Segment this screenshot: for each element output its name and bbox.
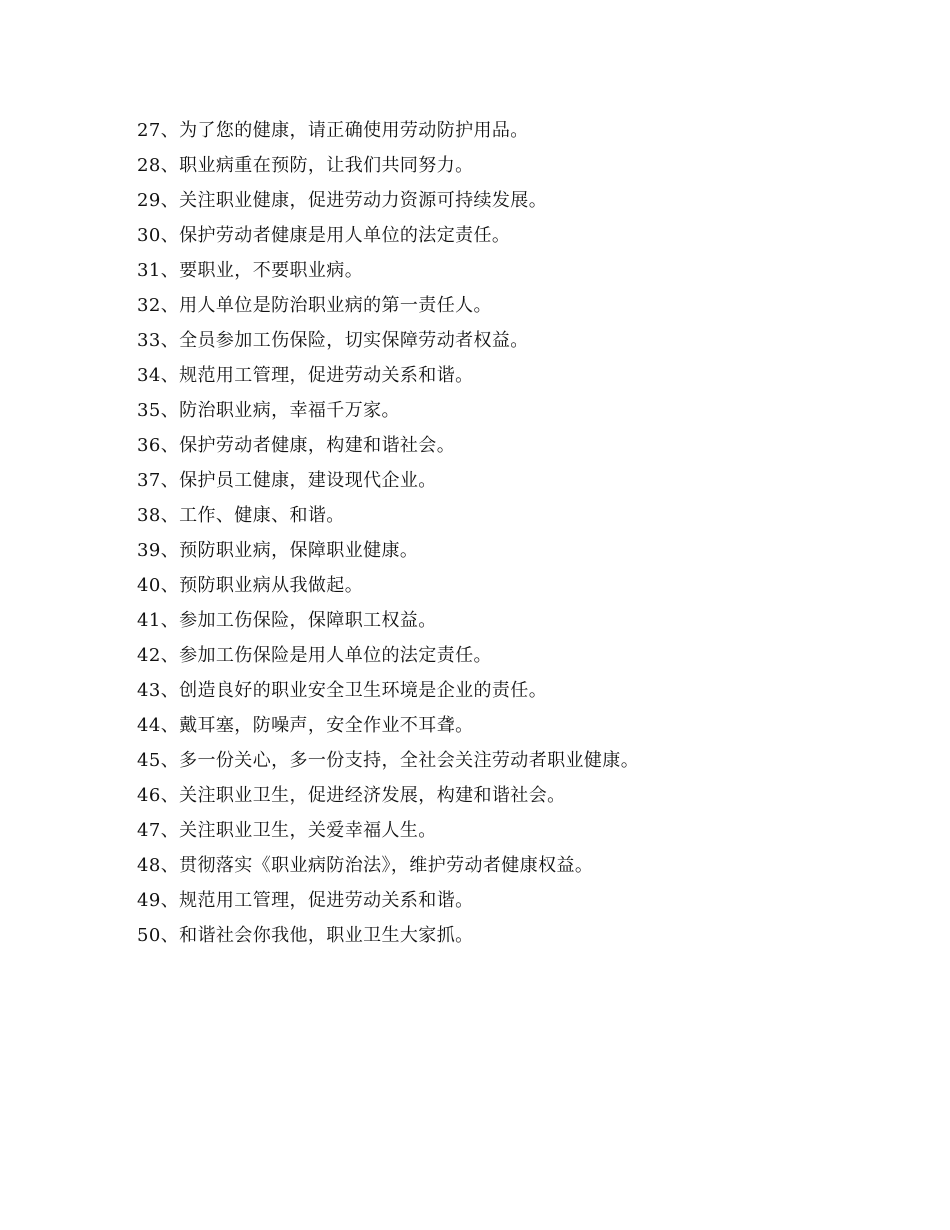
slogan-item: 27、为了您的健康，请正确使用劳动防护用品。 bbox=[137, 120, 529, 141]
slogan-item: 49、规范用工管理，促进劳动关系和谐。 bbox=[137, 890, 474, 911]
slogan-item: 50、和谐社会你我他，职业卫生大家抓。 bbox=[137, 925, 474, 946]
slogan-item: 30、保护劳动者健康是用人单位的法定责任。 bbox=[137, 225, 511, 246]
slogan-list bbox=[137, 113, 877, 953]
slogan-item: 42、参加工伤保险是用人单位的法定责任。 bbox=[137, 645, 492, 666]
slogan-item: 40、预防职业病从我做起。 bbox=[137, 575, 364, 596]
slogan-item: 33、全员参加工伤保险，切实保障劳动者权益。 bbox=[137, 330, 529, 351]
slogan-item: 28、职业病重在预防，让我们共同努力。 bbox=[137, 155, 474, 176]
slogan-item: 39、预防职业病，保障职业健康。 bbox=[137, 540, 419, 561]
slogan-item: 36、保护劳动者健康，构建和谐社会。 bbox=[137, 435, 456, 456]
slogan-item: 46、关注职业卫生，促进经济发展，构建和谐社会。 bbox=[137, 785, 566, 806]
slogan-item: 35、防治职业病，幸福千万家。 bbox=[137, 400, 400, 421]
slogan-item: 48、贯彻落实《职业病防治法》，维护劳动者健康权益。 bbox=[137, 855, 594, 876]
slogan-item: 32、用人单位是防治职业病的第一责任人。 bbox=[137, 295, 492, 316]
slogan-item: 38、工作、健康、和谐。 bbox=[137, 505, 345, 526]
slogan-item: 47、关注职业卫生，关爱幸福人生。 bbox=[137, 820, 437, 841]
slogan-item: 29、关注职业健康，促进劳动力资源可持续发展。 bbox=[137, 190, 548, 211]
slogan-item: 41、参加工伤保险，保障职工权益。 bbox=[137, 610, 437, 631]
slogan-item: 44、戴耳塞，防噪声，安全作业不耳聋。 bbox=[137, 715, 474, 736]
slogan-item: 37、保护员工健康，建设现代企业。 bbox=[137, 470, 437, 491]
slogan-item: 34、规范用工管理，促进劳动关系和谐。 bbox=[137, 365, 474, 386]
slogan-item: 43、创造良好的职业安全卫生环境是企业的责任。 bbox=[137, 680, 548, 701]
slogan-item: 45、多一份关心，多一份支持，全社会关注劳动者职业健康。 bbox=[137, 750, 640, 771]
slogan-item: 31、要职业，不要职业病。 bbox=[137, 260, 364, 281]
